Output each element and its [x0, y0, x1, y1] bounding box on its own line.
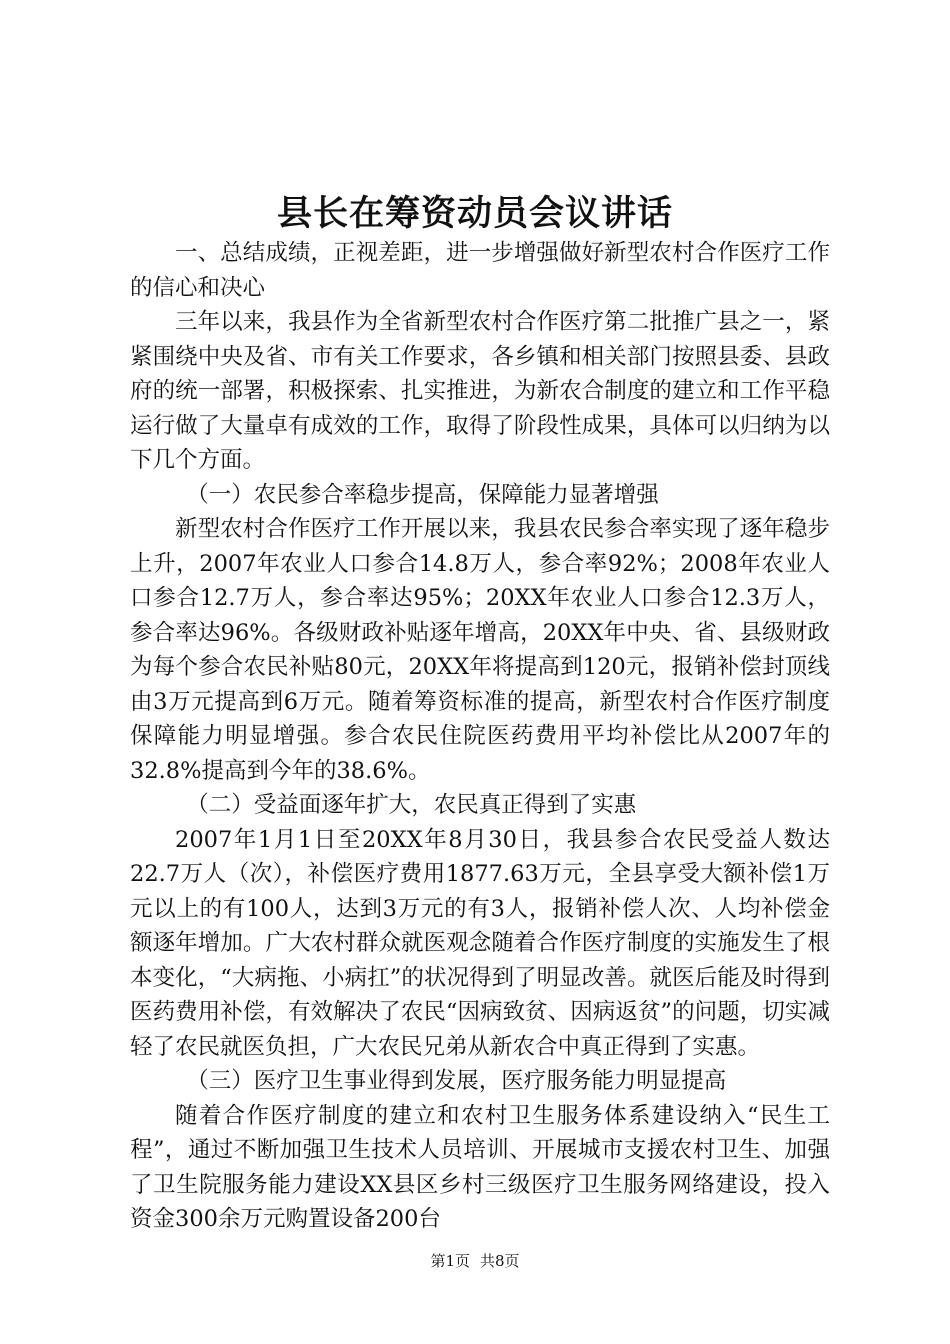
page-number: 第1页	[430, 1252, 470, 1270]
subsection-heading-2: （二）受益面逐年扩大，农民真正得到了实惠	[186, 792, 637, 818]
subsection-heading-1: （一）农民参合率稳步提高，保障能力显著增强	[186, 481, 659, 508]
paragraph-participation: 新型农村合作医疗工作开展以来，我县农民参合率实现了逐年稳步上升，2007年农业人口参合14.8万人，参合率92%；2008年农业人口参合12.7万人，参合率达95%；20XX年农业人口参合12.3万人，参合率达96%。各级财政补贴逐年增高，20XX年中央、省、县级财政为每个参合农民补贴80元，20XX年将提高到120元，报销补偿封顶线由3万元提高到6万元。随着筹资标准的提高，新型农村合作医疗制度保障能力明显增强。参合农民住院医药费用平均补偿比从2007年的32.8%提高到今年的38.6%。	[130, 516, 830, 784]
page-total: 共8页	[480, 1252, 520, 1270]
document-title: 县长在筹资动员会议讲话	[276, 193, 673, 234]
paragraph-benefits: 2007年1月1日至20XX年8月30日，我县参合农民受益人数达22.7万人（次），补偿医疗费用1877.63万元，全县享受大额补偿1万元以上的有100人，达到3万元的有3人，报销补偿人次、人均补偿金额逐年增加。广大农村群众就医观念随着合作医疗制度的实施发生了根本变化，“大病拖、小病扛”的状况得到了明显改善。就医后能及时得到医药费用补偿，有效解决了农民“因病致贫、因病返贫”的问题，切实减轻了农民就医负担，广大农民兄弟从新农合中真正得到了实惠。	[130, 826, 830, 1060]
subsection-heading-3: （三）医疗卫生事业得到发展，医疗服务能力明显提高	[186, 1068, 727, 1094]
paragraph-services: 随着合作医疗制度的建立和农村卫生服务体系建设纳入“民生工程”，通过不断加强卫生技术人员培训、开展城市支援农村卫生、加强了卫生院服务能力建设XX县区乡村三级医疗卫生服务网络建设，投入资金300余万元购置设备200台	[130, 1102, 830, 1232]
document-body	[130, 236, 830, 1237]
section-heading-1: 一、总结成绩，正视差距，进一步增强做好新型农村合作医疗工作的信心和决心	[130, 240, 830, 301]
paragraph-intro: 三年以来，我县作为全省新型农村合作医疗第二批推广县之一，紧紧围绕中央及省、市有关工作要求，各乡镇和相关部门按照县委、县政府的统一部署，积极探索、扎实推进，为新农合制度的建立和工作平稳运行做了大量卓有成效的工作，取得了阶段性成果，具体可以归纳为以下几个方面。	[130, 309, 830, 473]
page-footer	[0, 1250, 950, 1271]
